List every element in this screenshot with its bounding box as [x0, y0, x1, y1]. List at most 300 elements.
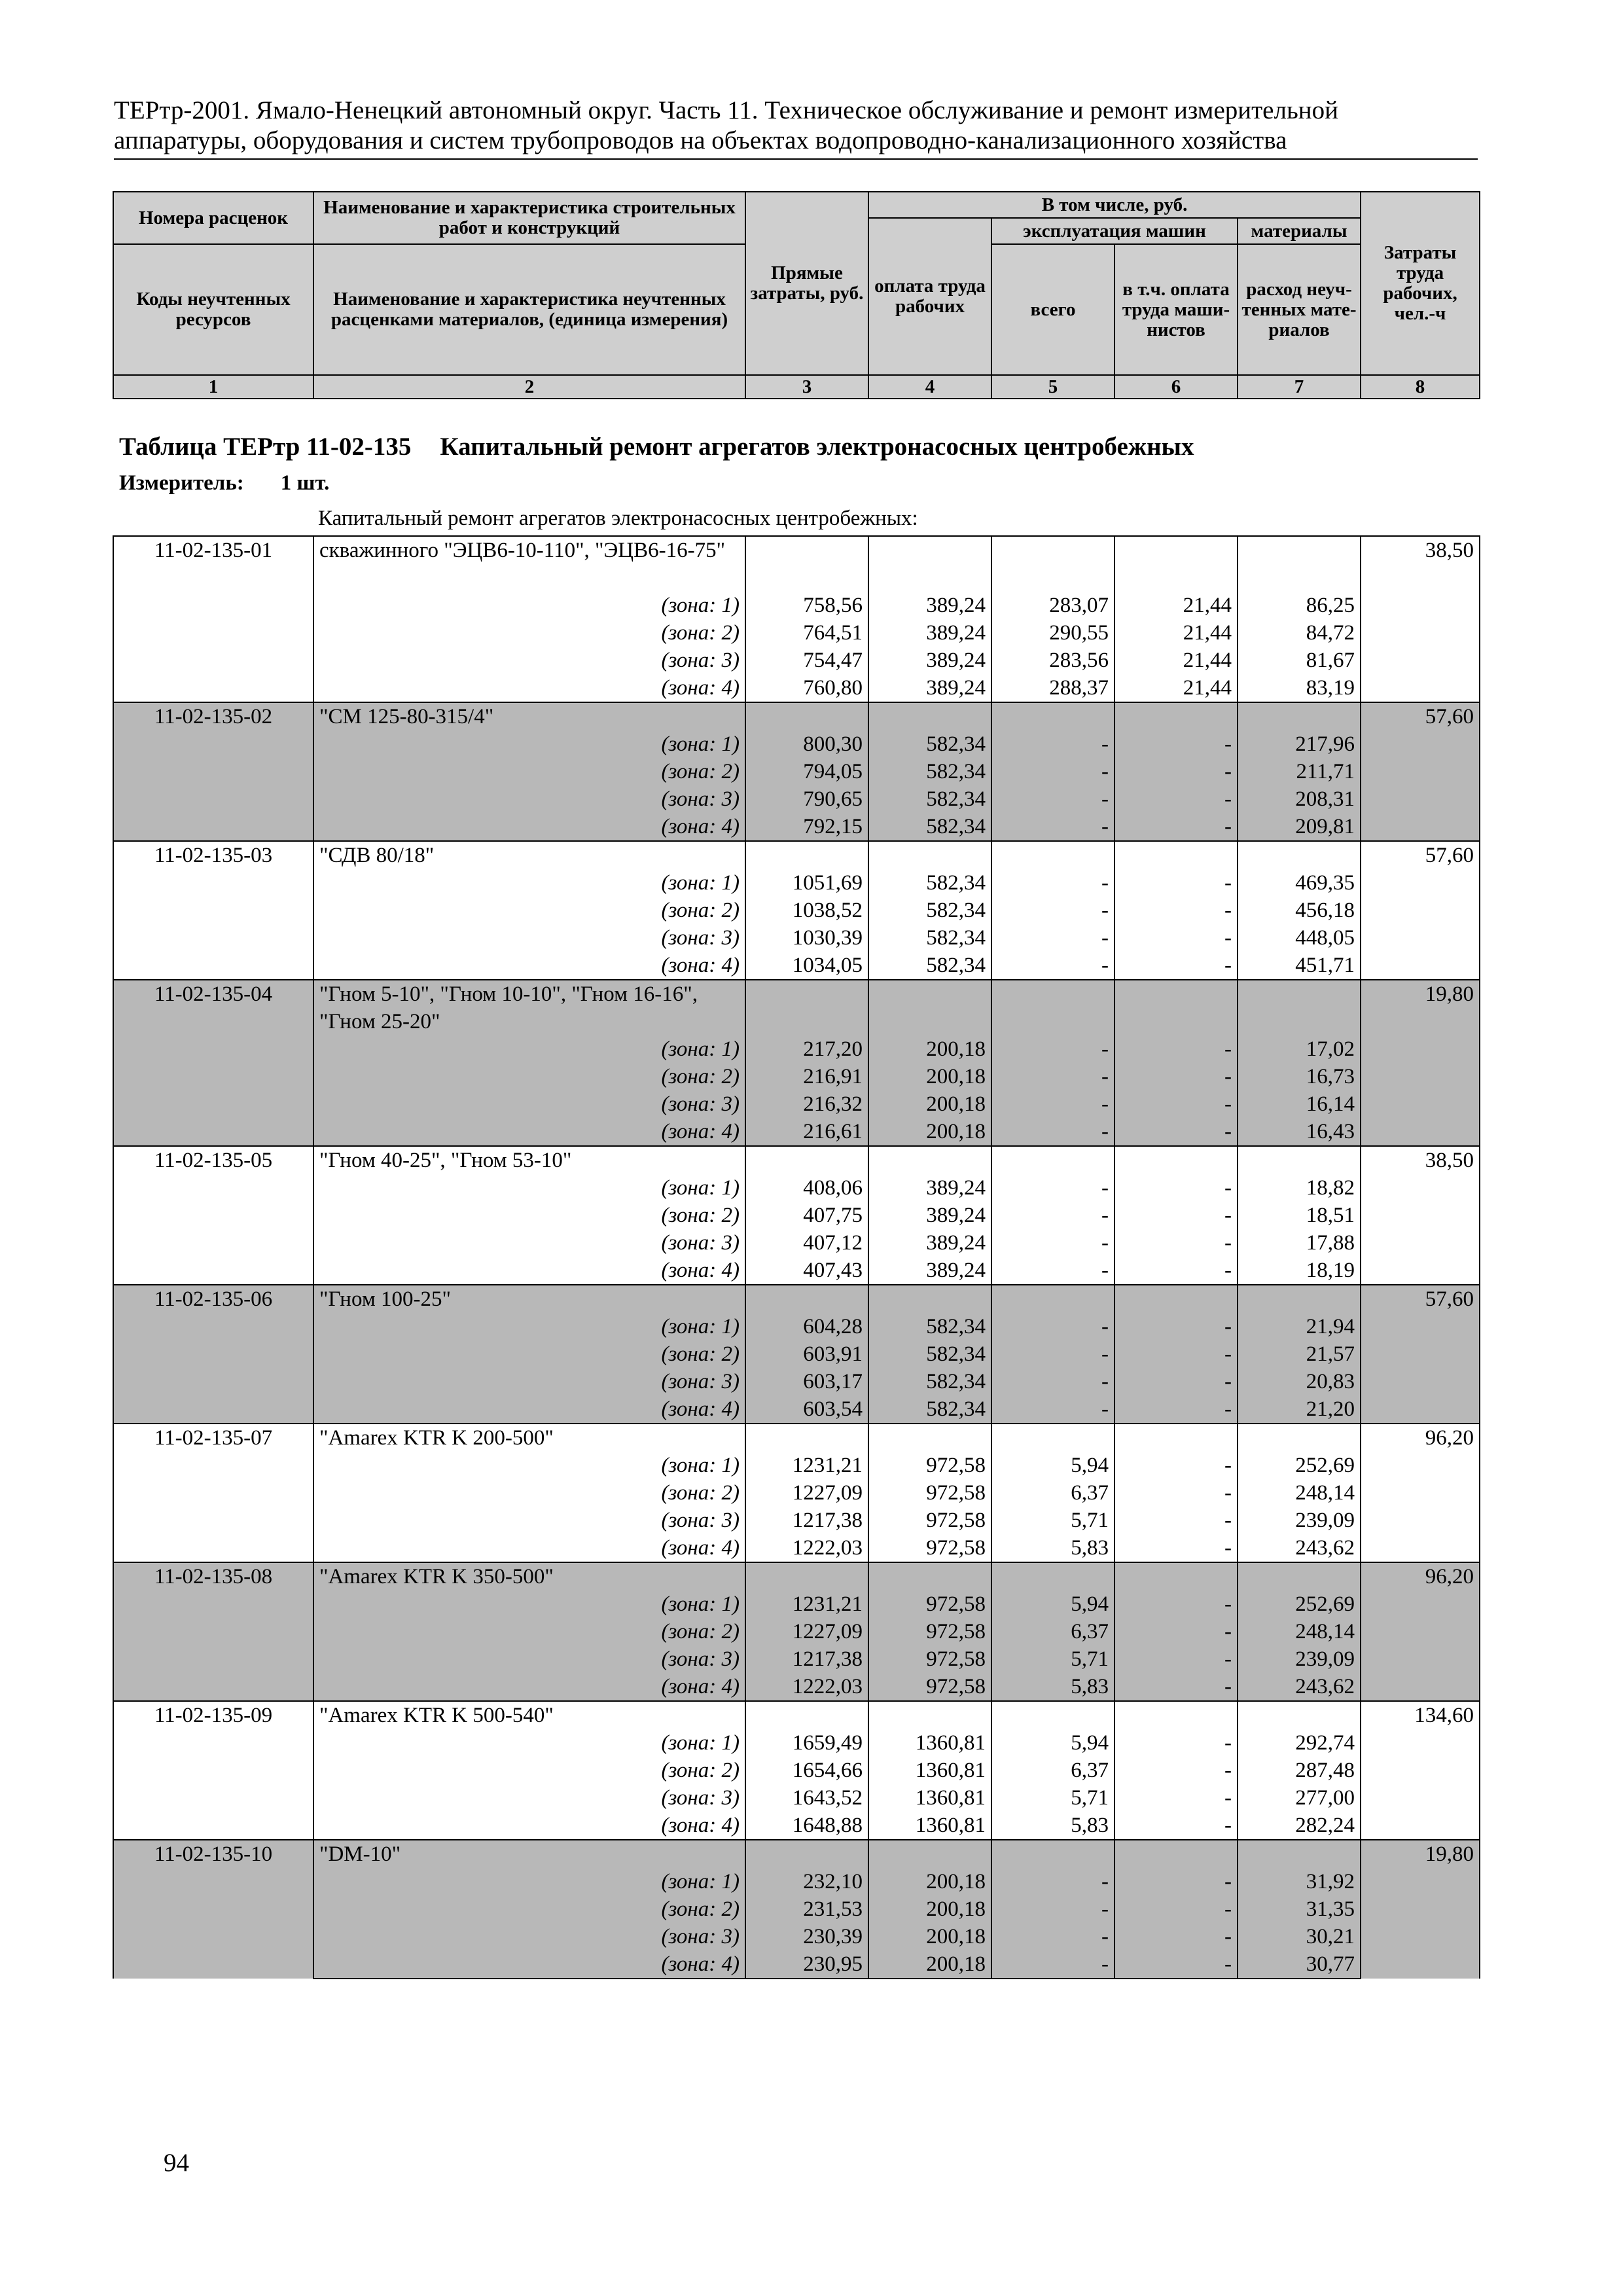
table-intro-text: Капитальный ремонт агрегатов электронасосных центробежных:	[318, 507, 918, 530]
material-usage: 18,51	[1238, 1202, 1361, 1229]
col-header-labor-costs: Затраты труда рабочих, чел.-ч	[1361, 192, 1480, 375]
zone-label: (зона: 1)	[313, 1174, 745, 1202]
worker-pay: 582,34	[868, 813, 991, 841]
worker-pay: 200,18	[868, 1868, 991, 1895]
direct-costs: 792,15	[745, 813, 868, 841]
machine-total: 6,37	[991, 1479, 1115, 1507]
zone-row	[113, 1118, 1480, 1146]
zone-row	[113, 1895, 1480, 1923]
zone-label: (зона: 3)	[313, 1507, 745, 1534]
machine-total: -	[991, 1063, 1115, 1090]
worker-pay: 972,58	[868, 1452, 991, 1479]
machine-total: 5,94	[991, 1452, 1115, 1479]
direct-costs: 764,51	[745, 619, 868, 647]
direct-costs: 604,28	[745, 1313, 868, 1340]
machinist-pay: -	[1115, 1090, 1238, 1118]
machine-total-cell	[991, 1285, 1115, 1313]
machinist-pay: -	[1115, 1923, 1238, 1950]
machine-total: -	[991, 897, 1115, 924]
machinist-pay: -	[1115, 1257, 1238, 1285]
material-usage: 456,18	[1238, 897, 1361, 924]
direct-costs: 1217,38	[745, 1645, 868, 1673]
zone-label: (зона: 2)	[313, 1479, 745, 1507]
zone-label: (зона: 1)	[313, 1590, 745, 1618]
zone-label: (зона: 3)	[313, 1229, 745, 1257]
material-usage: 208,31	[1238, 785, 1361, 813]
worker-pay: 582,34	[868, 897, 991, 924]
rate-name: "СДВ 80/18"	[313, 841, 745, 869]
material-usage: 86,25	[1238, 592, 1361, 619]
worker-pay: 582,34	[868, 1395, 991, 1424]
rate-name: "Amarex KTR K 500-540"	[313, 1701, 745, 1729]
machinist-pay: -	[1115, 897, 1238, 924]
labor-costs: 96,20	[1361, 1424, 1480, 1562]
machinist-pay: -	[1115, 1673, 1238, 1701]
header-rule	[114, 158, 1478, 160]
machinist-pay: -	[1115, 869, 1238, 897]
worker-pay: 582,34	[868, 952, 991, 980]
labor-costs: 19,80	[1361, 1840, 1480, 1979]
machine-total: -	[991, 1202, 1115, 1229]
labor-costs: 57,60	[1361, 841, 1480, 980]
machinist-pay: -	[1115, 1868, 1238, 1895]
worker-pay: 200,18	[868, 1895, 991, 1923]
worker-pay: 200,18	[868, 1923, 991, 1950]
worker-pay: 1360,81	[868, 1784, 991, 1812]
machinist-pay: -	[1115, 1229, 1238, 1257]
worker-pay: 582,34	[868, 1340, 991, 1368]
machine-total-cell	[991, 1424, 1115, 1452]
machine-total: -	[991, 1868, 1115, 1895]
material-usage: 282,24	[1238, 1812, 1361, 1840]
worker-pay: 200,18	[868, 1090, 991, 1118]
rate-code: 11-02-135-04	[113, 980, 313, 1146]
machine-total-cell	[991, 1840, 1115, 1868]
worker-pay: 1360,81	[868, 1729, 991, 1757]
zone-label: (зона: 4)	[313, 1257, 745, 1285]
zone-row	[113, 1507, 1480, 1534]
machine-total-cell	[991, 1146, 1115, 1174]
rate-row	[113, 1562, 1480, 1590]
rate-code: 11-02-135-03	[113, 841, 313, 980]
machinist-pay: -	[1115, 1507, 1238, 1534]
machine-total: 5,94	[991, 1729, 1115, 1757]
zone-label: (зона: 1)	[313, 1313, 745, 1340]
col-number: 7	[1238, 375, 1361, 399]
direct-costs: 800,30	[745, 730, 868, 758]
worker-pay: 972,58	[868, 1618, 991, 1645]
page-number: 94	[164, 2149, 189, 2177]
zone-row	[113, 674, 1480, 702]
machinist-pay: 21,44	[1115, 592, 1238, 619]
worker-pay: 582,34	[868, 785, 991, 813]
col-header-worker-pay: оплата труда рабочих	[868, 218, 991, 375]
zone-row	[113, 813, 1480, 841]
zone-label: (зона: 2)	[313, 1618, 745, 1645]
direct-costs-cell	[745, 1146, 868, 1174]
machine-total: -	[991, 758, 1115, 785]
machine-total: 5,71	[991, 1784, 1115, 1812]
machine-total: -	[991, 1950, 1115, 1979]
material-usage-cell	[1238, 702, 1361, 730]
material-usage: 18,19	[1238, 1257, 1361, 1285]
zone-label: (зона: 2)	[313, 1063, 745, 1090]
worker-pay: 972,58	[868, 1479, 991, 1507]
material-usage: 31,35	[1238, 1895, 1361, 1923]
machine-total: 6,37	[991, 1618, 1115, 1645]
machinist-pay: -	[1115, 1479, 1238, 1507]
material-usage-cell	[1238, 1285, 1361, 1313]
machine-total-cell	[991, 702, 1115, 730]
machine-total-cell	[991, 536, 1115, 592]
zone-row	[113, 1757, 1480, 1784]
machine-total: 283,56	[991, 647, 1115, 674]
rate-row	[113, 1285, 1480, 1313]
machinist-pay-cell	[1115, 702, 1238, 730]
worker-pay-cell	[868, 1285, 991, 1313]
rate-code: 11-02-135-10	[113, 1840, 313, 1979]
worker-pay: 972,58	[868, 1534, 991, 1562]
zone-row	[113, 869, 1480, 897]
zone-label: (зона: 3)	[313, 647, 745, 674]
direct-costs: 1038,52	[745, 897, 868, 924]
worker-pay: 389,24	[868, 1229, 991, 1257]
labor-costs: 19,80	[1361, 980, 1480, 1146]
machine-total-cell	[991, 841, 1115, 869]
material-usage: 277,00	[1238, 1784, 1361, 1812]
material-usage-cell	[1238, 1562, 1361, 1590]
worker-pay-cell	[868, 1146, 991, 1174]
table-title-name: Капитальный ремонт агрегатов электронасосных центробежных	[440, 433, 1194, 461]
material-usage: 30,21	[1238, 1923, 1361, 1950]
zone-label: (зона: 4)	[313, 1812, 745, 1840]
machine-total: -	[991, 1174, 1115, 1202]
direct-costs: 1030,39	[745, 924, 868, 952]
material-usage: 469,35	[1238, 869, 1361, 897]
machine-total: -	[991, 1257, 1115, 1285]
rate-code: 11-02-135-06	[113, 1285, 313, 1424]
zone-row	[113, 1618, 1480, 1645]
worker-pay-cell	[868, 980, 991, 1035]
machinist-pay: -	[1115, 1757, 1238, 1784]
machinist-pay: -	[1115, 1340, 1238, 1368]
col-header-machine-operation: эксплуатация машин	[991, 218, 1238, 244]
machinist-pay: -	[1115, 1784, 1238, 1812]
material-usage: 211,71	[1238, 758, 1361, 785]
direct-costs: 1227,09	[745, 1479, 868, 1507]
col-header-materials: материалы	[1238, 218, 1361, 244]
zone-row	[113, 1673, 1480, 1701]
machine-total-cell	[991, 1701, 1115, 1729]
zone-row	[113, 592, 1480, 619]
zone-label: (зона: 1)	[313, 1035, 745, 1063]
direct-costs: 1034,05	[745, 952, 868, 980]
machinist-pay: -	[1115, 1452, 1238, 1479]
col-header-material-usage: расход неуч-тенных мате-риалов	[1238, 244, 1361, 375]
zone-row	[113, 758, 1480, 785]
zone-label: (зона: 2)	[313, 619, 745, 647]
machinist-pay: -	[1115, 1590, 1238, 1618]
zone-label: (зона: 3)	[313, 1368, 745, 1395]
machinist-pay-cell	[1115, 841, 1238, 869]
header-line-1: ТЕРтр-2001. Ямало-Ненецкий автономный округ. Часть 11. Техническое обслуживание и ремонт измерительной	[114, 96, 1338, 124]
zone-label: (зона: 3)	[313, 924, 745, 952]
direct-costs: 1227,09	[745, 1618, 868, 1645]
direct-costs: 1222,03	[745, 1673, 868, 1701]
labor-costs: 38,50	[1361, 1146, 1480, 1285]
column-header-table	[113, 191, 1480, 399]
zone-row	[113, 1174, 1480, 1202]
zone-label: (зона: 3)	[313, 1090, 745, 1118]
labor-costs: 134,60	[1361, 1701, 1480, 1840]
zone-row	[113, 730, 1480, 758]
worker-pay: 389,24	[868, 1202, 991, 1229]
worker-pay: 200,18	[868, 1035, 991, 1063]
rate-row	[113, 1840, 1480, 1868]
direct-costs: 407,12	[745, 1229, 868, 1257]
col-number: 3	[745, 375, 868, 399]
zone-row	[113, 1257, 1480, 1285]
direct-costs: 603,54	[745, 1395, 868, 1424]
header-line-2: аппаратуры, оборудования и систем трубопроводов на объектах водопроводно-канализационного хозяйства	[114, 126, 1287, 154]
direct-costs-cell	[745, 536, 868, 592]
material-usage: 209,81	[1238, 813, 1361, 841]
direct-costs: 758,56	[745, 592, 868, 619]
zone-row	[113, 1035, 1480, 1063]
direct-costs: 760,80	[745, 674, 868, 702]
rate-row	[113, 1701, 1480, 1729]
rate-row	[113, 702, 1480, 730]
zone-label: (зона: 2)	[313, 1757, 745, 1784]
machinist-pay: -	[1115, 1202, 1238, 1229]
col-number: 4	[868, 375, 991, 399]
material-usage: 248,14	[1238, 1479, 1361, 1507]
rate-name: скважинного "ЭЦВ6-10-110", "ЭЦВ6-16-75"	[313, 536, 745, 592]
zone-row	[113, 1063, 1480, 1090]
zone-label: (зона: 1)	[313, 869, 745, 897]
zone-row	[113, 1590, 1480, 1618]
material-usage: 287,48	[1238, 1757, 1361, 1784]
machine-total: -	[991, 1229, 1115, 1257]
zone-label: (зона: 4)	[313, 1395, 745, 1424]
material-usage: 31,92	[1238, 1868, 1361, 1895]
machinist-pay: -	[1115, 924, 1238, 952]
zone-label: (зона: 1)	[313, 1452, 745, 1479]
direct-costs: 216,91	[745, 1063, 868, 1090]
zone-row	[113, 897, 1480, 924]
worker-pay: 582,34	[868, 1313, 991, 1340]
measure-label: Измеритель:	[119, 471, 244, 495]
direct-costs: 1222,03	[745, 1534, 868, 1562]
machinist-pay: -	[1115, 1313, 1238, 1340]
material-usage: 21,94	[1238, 1313, 1361, 1340]
zone-label: (зона: 3)	[313, 785, 745, 813]
worker-pay-cell	[868, 1424, 991, 1452]
rate-code: 11-02-135-01	[113, 536, 313, 702]
machinist-pay-cell	[1115, 1701, 1238, 1729]
rate-name: "Гном 100-25"	[313, 1285, 745, 1313]
material-usage-cell	[1238, 980, 1361, 1035]
machine-total: -	[991, 869, 1115, 897]
worker-pay: 1360,81	[868, 1757, 991, 1784]
worker-pay: 200,18	[868, 1063, 991, 1090]
direct-costs: 231,53	[745, 1895, 868, 1923]
zone-row	[113, 1479, 1480, 1507]
labor-costs: 38,50	[1361, 536, 1480, 702]
machinist-pay-cell	[1115, 980, 1238, 1035]
machinist-pay: 21,44	[1115, 647, 1238, 674]
zone-label: (зона: 2)	[313, 1895, 745, 1923]
col-number: 6	[1115, 375, 1238, 399]
machinist-pay: -	[1115, 1895, 1238, 1923]
direct-costs: 1231,21	[745, 1590, 868, 1618]
machinist-pay: -	[1115, 730, 1238, 758]
rate-name: "СМ 125-80-315/4"	[313, 702, 745, 730]
zone-label: (зона: 4)	[313, 1950, 745, 1979]
rate-row	[113, 841, 1480, 869]
worker-pay: 582,34	[868, 730, 991, 758]
material-usage: 451,71	[1238, 952, 1361, 980]
machine-total: 5,71	[991, 1645, 1115, 1673]
machine-total: -	[991, 1090, 1115, 1118]
machinist-pay: -	[1115, 1368, 1238, 1395]
material-usage-cell	[1238, 1424, 1361, 1452]
direct-costs: 216,61	[745, 1118, 868, 1146]
worker-pay: 389,24	[868, 619, 991, 647]
worker-pay-cell	[868, 1701, 991, 1729]
machinist-pay: -	[1115, 952, 1238, 980]
direct-costs-cell	[745, 702, 868, 730]
direct-costs: 232,10	[745, 1868, 868, 1895]
machine-total: 6,37	[991, 1757, 1115, 1784]
machine-total: -	[991, 785, 1115, 813]
machine-total: 5,83	[991, 1534, 1115, 1562]
zone-row	[113, 1090, 1480, 1118]
direct-costs-cell	[745, 1701, 868, 1729]
direct-costs: 603,17	[745, 1368, 868, 1395]
direct-costs: 1654,66	[745, 1757, 868, 1784]
material-usage: 17,88	[1238, 1229, 1361, 1257]
measure-value: 1 шт.	[280, 471, 330, 495]
rate-row	[113, 980, 1480, 1035]
machinist-pay: -	[1115, 1812, 1238, 1840]
rate-row	[113, 1424, 1480, 1452]
material-usage-cell	[1238, 1146, 1361, 1174]
zone-row	[113, 1452, 1480, 1479]
rate-name: "Гном 5-10", "Гном 10-10", "Гном 16-16", "Гном 25-20"	[313, 980, 745, 1035]
zone-label: (зона: 3)	[313, 1645, 745, 1673]
material-usage: 16,14	[1238, 1090, 1361, 1118]
zone-row	[113, 1784, 1480, 1812]
direct-costs: 230,95	[745, 1950, 868, 1979]
worker-pay: 389,24	[868, 1257, 991, 1285]
zone-label: (зона: 4)	[313, 813, 745, 841]
machinist-pay: -	[1115, 1950, 1238, 1979]
direct-costs-cell	[745, 980, 868, 1035]
machine-total-cell	[991, 980, 1115, 1035]
rate-code: 11-02-135-08	[113, 1562, 313, 1701]
machine-total: -	[991, 1118, 1115, 1146]
col-number: 1	[113, 375, 313, 399]
machinist-pay-cell	[1115, 1285, 1238, 1313]
direct-costs: 1051,69	[745, 869, 868, 897]
zone-row	[113, 1229, 1480, 1257]
machine-total: 5,94	[991, 1590, 1115, 1618]
worker-pay: 972,58	[868, 1673, 991, 1701]
machinist-pay-cell	[1115, 1424, 1238, 1452]
zone-row	[113, 1368, 1480, 1395]
direct-costs: 790,65	[745, 785, 868, 813]
worker-pay: 972,58	[868, 1507, 991, 1534]
machinist-pay: -	[1115, 1174, 1238, 1202]
zone-row	[113, 1645, 1480, 1673]
rate-code: 11-02-135-05	[113, 1146, 313, 1285]
machinist-pay: -	[1115, 1534, 1238, 1562]
zone-row	[113, 1729, 1480, 1757]
worker-pay: 972,58	[868, 1645, 991, 1673]
direct-costs-cell	[745, 1840, 868, 1868]
col-header-rate-numbers: Номера расценок	[113, 192, 313, 244]
rate-code: 11-02-135-09	[113, 1701, 313, 1840]
rate-code: 11-02-135-02	[113, 702, 313, 841]
zone-row	[113, 924, 1480, 952]
zone-row	[113, 1395, 1480, 1424]
machine-total: -	[991, 952, 1115, 980]
machine-total: -	[991, 1895, 1115, 1923]
zone-row	[113, 1950, 1480, 1979]
worker-pay-cell	[868, 1562, 991, 1590]
material-usage-cell	[1238, 536, 1361, 592]
machinist-pay-cell	[1115, 1840, 1238, 1868]
zone-row	[113, 1868, 1480, 1895]
machine-total: -	[991, 1035, 1115, 1063]
col-number: 8	[1361, 375, 1480, 399]
material-usage-cell	[1238, 841, 1361, 869]
machine-total: -	[991, 730, 1115, 758]
labor-costs: 57,60	[1361, 1285, 1480, 1424]
zone-label: (зона: 4)	[313, 1534, 745, 1562]
worker-pay: 582,34	[868, 924, 991, 952]
material-usage: 292,74	[1238, 1729, 1361, 1757]
rate-name: "DM-10"	[313, 1840, 745, 1868]
direct-costs: 217,20	[745, 1035, 868, 1063]
rate-row	[113, 1146, 1480, 1174]
material-usage: 84,72	[1238, 619, 1361, 647]
table-title	[119, 432, 1194, 461]
worker-pay: 200,18	[868, 1950, 991, 1979]
machinist-pay: -	[1115, 1618, 1238, 1645]
direct-costs: 408,06	[745, 1174, 868, 1202]
worker-pay: 389,24	[868, 674, 991, 702]
col-header-including: В том числе, руб.	[868, 192, 1361, 218]
rates-table	[113, 535, 1480, 1979]
worker-pay: 389,24	[868, 1174, 991, 1202]
machine-total: 5,71	[991, 1507, 1115, 1534]
col-number: 5	[991, 375, 1115, 399]
direct-costs-cell	[745, 1285, 868, 1313]
machine-total: 288,37	[991, 674, 1115, 702]
zone-label: (зона: 4)	[313, 674, 745, 702]
zone-row	[113, 1313, 1480, 1340]
col-header-resource-codes: Коды неучтенных ресурсов	[113, 244, 313, 375]
direct-costs: 407,75	[745, 1202, 868, 1229]
direct-costs: 603,91	[745, 1340, 868, 1368]
material-usage: 20,83	[1238, 1368, 1361, 1395]
machine-total: -	[991, 1313, 1115, 1340]
material-usage: 217,96	[1238, 730, 1361, 758]
direct-costs-cell	[745, 1424, 868, 1452]
measure-unit	[119, 471, 329, 495]
